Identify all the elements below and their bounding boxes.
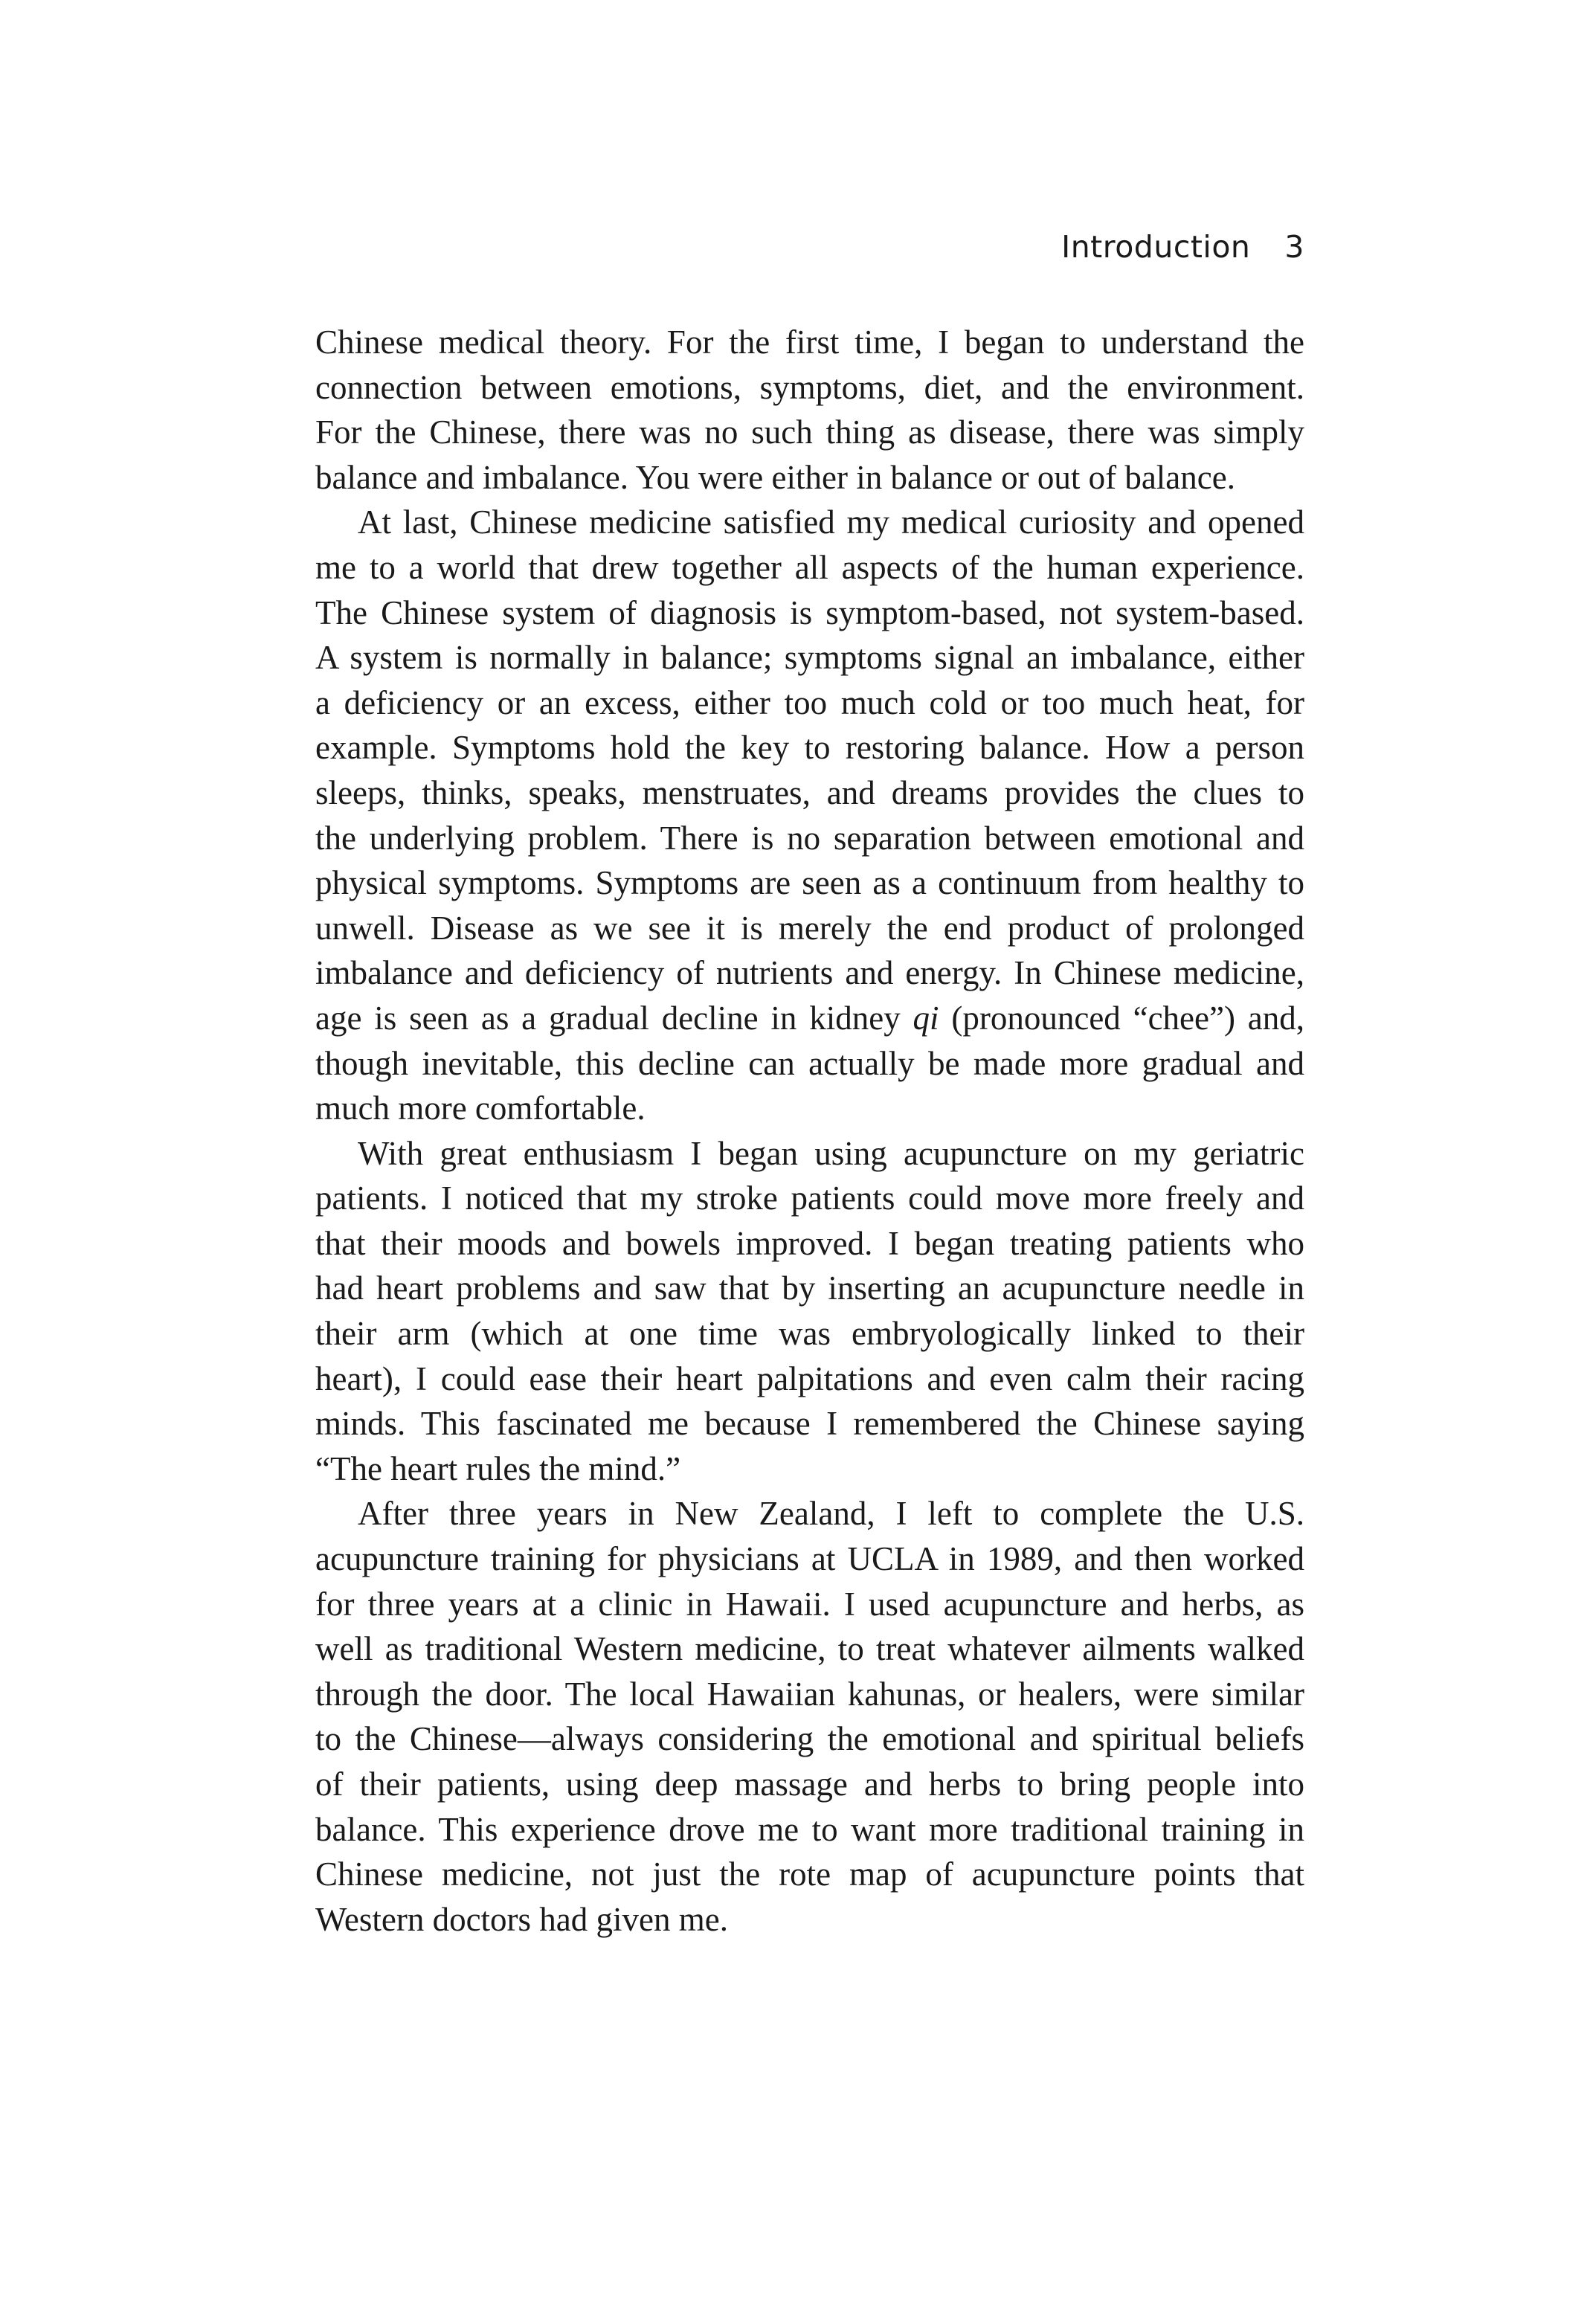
text-line: With great enthusiasm I began using acupuncture on my geriatric xyxy=(358,1134,1304,1172)
text-line xyxy=(315,996,1304,1041)
text-line: physical symptoms. Symptoms are seen as a continuum from healthy to xyxy=(315,864,1304,902)
text-line: much more comfortable. xyxy=(315,1089,646,1127)
text-line: For the Chinese, there was no such thing as disease, there was simply xyxy=(315,413,1304,451)
text-line: After three years in New Zealand, I left to complete the U.S. xyxy=(358,1495,1304,1533)
italic-term: qi xyxy=(913,999,939,1037)
text-run: (pronounced “chee”) and, xyxy=(939,999,1304,1037)
text-line: balance. This experience drove me to want more traditional training in xyxy=(315,1810,1304,1848)
text-line: Western doctors had given me. xyxy=(315,1900,728,1938)
text-line: though inevitable, this decline can actually be made more gradual and xyxy=(315,1044,1304,1082)
text-line: of their patients, using deep massage and herbs to bring people into xyxy=(315,1765,1304,1803)
text-line: patients. I noticed that my stroke patients could move more freely and xyxy=(315,1179,1304,1217)
text-line: At last, Chinese medicine satisfied my medical curiosity and opened xyxy=(358,503,1304,541)
paragraph xyxy=(315,320,1304,500)
text-line: “The heart rules the mind.” xyxy=(315,1449,681,1487)
text-line: well as traditional Western medicine, to treat whatever ailments walked xyxy=(315,1630,1304,1668)
text-line: imbalance and deficiency of nutrients and energy. In Chinese medicine, xyxy=(315,954,1304,992)
running-head xyxy=(1061,229,1304,265)
text-line: unwell. Disease as we see it is merely the end product of prolonged xyxy=(315,909,1304,947)
text-line: a deficiency or an excess, either too much cold or too much heat, for xyxy=(315,683,1304,721)
text-line: their arm (which at one time was embryologically linked to their xyxy=(315,1315,1304,1353)
text-line: through the door. The local Hawaiian kahunas, or healers, were similar xyxy=(315,1675,1304,1713)
text-line: me to a world that drew together all aspects of the human experience. xyxy=(315,548,1304,586)
text-line: for three years at a clinic in Hawaii. I used acupuncture and herbs, as xyxy=(315,1585,1304,1623)
text-line: balance and imbalance. You were either in balance or out of balance. xyxy=(315,458,1235,496)
page-number: 3 xyxy=(1284,229,1304,265)
text-line: A system is normally in balance; symptoms signal an imbalance, either xyxy=(315,639,1304,677)
text-line: Chinese medical theory. For the first time, I began to understand the xyxy=(315,324,1304,361)
paragraph xyxy=(315,500,1304,1130)
text-line: connection between emotions, symptoms, diet, and the environment. xyxy=(315,368,1304,406)
text-line: had heart problems and saw that by inserting an acupuncture needle in xyxy=(315,1269,1304,1307)
text-line: the underlying problem. There is no separation between emotional and xyxy=(315,819,1304,857)
text-line: The Chinese system of diagnosis is symptom-based, not system-based. xyxy=(315,593,1304,631)
text-line: sleeps, thinks, speaks, menstruates, and dreams provides the clues to xyxy=(315,773,1304,811)
paragraph xyxy=(315,1131,1304,1492)
text-line: Chinese medicine, not just the rote map of acupuncture points that xyxy=(315,1855,1304,1893)
section-title: Introduction xyxy=(1061,229,1251,265)
paragraph xyxy=(315,1491,1304,1942)
text-line: minds. This fascinated me because I remembered the Chinese saying xyxy=(315,1405,1304,1443)
body-text xyxy=(315,320,1304,1942)
text-line: that their moods and bowels improved. I began treating patients who xyxy=(315,1224,1304,1262)
text-line: to the Chinese—always considering the emotional and spiritual beliefs xyxy=(315,1720,1304,1758)
text-line: acupuncture training for physicians at UCLA in 1989, and then worked xyxy=(315,1540,1304,1578)
text-line: example. Symptoms hold the key to restoring balance. How a person xyxy=(315,729,1304,767)
text-run: age is seen as a gradual decline in kidney xyxy=(315,999,913,1037)
text-line: heart), I could ease their heart palpitations and even calm their racing xyxy=(315,1359,1304,1397)
